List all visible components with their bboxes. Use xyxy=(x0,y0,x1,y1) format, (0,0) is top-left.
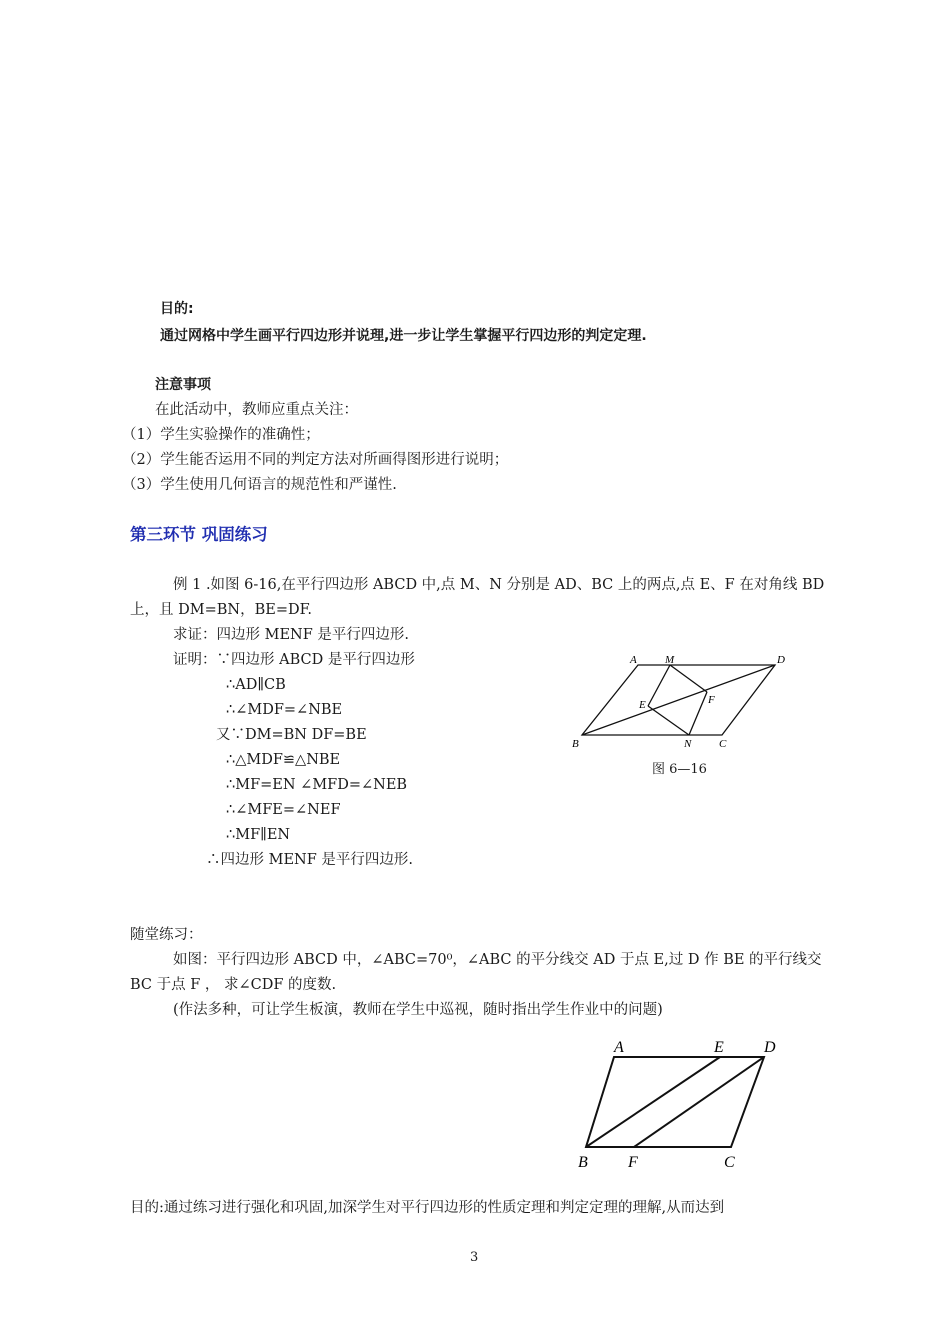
fig2-label-c: C xyxy=(724,1154,735,1171)
fig1-label-e: E xyxy=(639,699,646,711)
proof-step-1: 证明：∵四边形 ABCD 是平行四边形 xyxy=(173,652,415,668)
figure-caption: 图 6—16 xyxy=(652,762,707,777)
proof-step-2: ∴AD∥CB xyxy=(226,677,286,693)
fig1-label-n: N xyxy=(684,738,692,750)
fig2-label-b: B xyxy=(578,1154,588,1171)
fig1-label-m: M xyxy=(665,654,675,666)
fig1-label-f: F xyxy=(708,694,715,706)
purpose-heading: 目的: xyxy=(160,301,194,317)
practice-heading: 随堂练习： xyxy=(130,927,203,943)
fig1-label-b: B xyxy=(572,738,579,750)
proof-step-4: 又∵DM=BN DF=BE xyxy=(216,727,367,743)
example-prove: 求证：四边形 MENF 是平行四边形. xyxy=(173,627,410,643)
example-line-2: 上，且 DM=BN，BE=DF. xyxy=(130,602,313,618)
fig2-label-d: D xyxy=(764,1039,776,1056)
practice-note: (作法多种，可让学生板演，教师在学生中巡视，随时指出学生作业中的问题) xyxy=(173,1002,663,1018)
proof-conclusion: ∴四边形 MENF 是平行四边形. xyxy=(206,852,414,868)
fig1-label-d: D xyxy=(777,654,785,666)
proof-step-5: ∴△MDF≌△NBE xyxy=(226,752,341,768)
proof-step-7: ∴∠MFE=∠NEF xyxy=(226,802,341,818)
fig1-label-a: A xyxy=(630,654,637,666)
practice-line-1: 如图：平行四边形 ABCD 中，∠ABC=70⁰，∠ABC 的平分线交 AD 于点 E,过 D 作 BE 的平行线交 xyxy=(173,952,822,968)
fig1-label-c: C xyxy=(719,738,727,750)
notes-item-1: （1）学生实验操作的准确性； xyxy=(122,427,320,443)
practice-line-2: BC 于点 F ， 求∠CDF 的度数. xyxy=(130,977,337,993)
notes-intro: 在此活动中，教师应重点关注： xyxy=(155,402,358,418)
proof-step-3: ∴∠MDF=∠NBE xyxy=(226,702,343,718)
proof-step-8: ∴MF∥EN xyxy=(226,827,291,843)
notes-heading: 注意事项 xyxy=(155,377,211,393)
closing-purpose: 目的:通过练习进行强化和巩固,加深学生对平行四边形的性质定理和判定定理的理解,从而达到 xyxy=(130,1200,725,1216)
fig2-label-a: A xyxy=(614,1039,624,1056)
notes-item-3: （3）学生使用几何语言的规范性和严谨性. xyxy=(122,477,397,493)
notes-item-2: （2）学生能否运用不同的判定方法对所画得图形进行说明； xyxy=(122,452,509,468)
practice-figure xyxy=(570,1030,790,1175)
purpose-text: 通过网格中学生画平行四边形并说理,进一步让学生掌握平行四边形的判定定理. xyxy=(160,328,647,344)
fig2-label-f: F xyxy=(628,1154,638,1171)
section-title: 第三环节 巩固练习 xyxy=(130,525,268,544)
example-line-1: 例 1 .如图 6-16,在平行四边形 ABCD 中,点 M、N 分别是 AD、BC 上的两点,点 E、F 在对角线 BD xyxy=(173,577,825,593)
page-number: 3 xyxy=(470,1250,479,1265)
fig2-label-e: E xyxy=(714,1039,724,1056)
proof-step-6: ∴MF=EN ∠MFD=∠NEB xyxy=(226,777,408,793)
